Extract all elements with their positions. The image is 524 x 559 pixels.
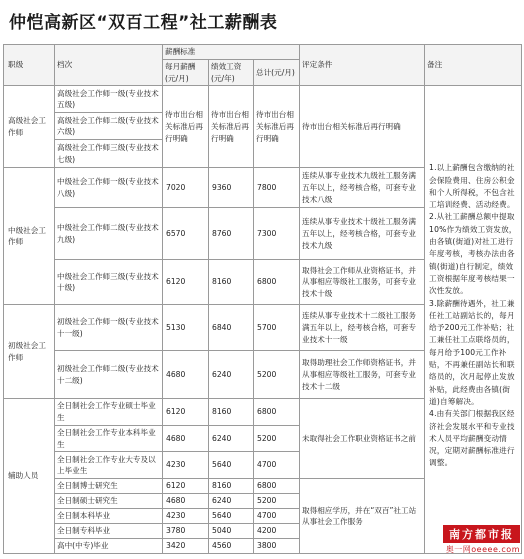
category-aux: 辅助人员 — [4, 399, 55, 554]
total-pending: 待市出台相关标准后再行明确 — [254, 86, 300, 168]
total-cell: 3800 — [254, 539, 300, 554]
page-title: 仲恺高新区“双百工程”社工薪酬表 — [9, 13, 278, 33]
category-middle: 中级社会工作师 — [4, 168, 55, 305]
grade-cell: 中级社会工作师三级(专业技术十级) — [55, 260, 163, 305]
performance-cell: 5640 — [209, 452, 254, 479]
grade-cell: 全日制硕士研究生 — [55, 494, 163, 509]
total-cell: 6800 — [254, 260, 300, 305]
monthly-cell: 7020 — [163, 168, 209, 208]
condition-cell: 取得助理社会工作师资格证书，并从事相应等级社工服务，可套专业技术十二级 — [300, 351, 425, 399]
total-cell: 6800 — [254, 479, 300, 494]
performance-cell: 5040 — [209, 524, 254, 539]
grade-cell: 全日制本科毕业 — [55, 509, 163, 524]
remark-1: 1.以上薪酬包含缴纳的社会保险费用、住房公积金和个人所得税，不包含社工培训经费、活动经费。 — [429, 163, 515, 210]
condition-pending: 待市出台相关标准后再行明确 — [300, 86, 425, 168]
header-grade: 档次 — [55, 45, 163, 86]
total-cell: 7300 — [254, 208, 300, 260]
condition-aux-2: 取得相应学历，并在“双百”社工站从事社会工作服务 — [300, 479, 425, 554]
performance-cell: 9360 — [209, 168, 254, 208]
condition-cell: 连续从事专业技术十二级社工服务满五年以上，经考核合格，可套专业技术十一级 — [300, 305, 425, 351]
condition-cell: 连续从事专业技术九级社工服务满五年以上，经考核合格，可套专业技术八级 — [300, 168, 425, 208]
category-senior: 高级社会工作师 — [4, 86, 55, 168]
performance-cell: 6240 — [209, 351, 254, 399]
grade-cell: 中级社会工作师二级(专业技术九级) — [55, 208, 163, 260]
remark-3: 3.除薪酬待遇外，社工兼任社工站副站长的，每月给予200元工作补贴；社工兼任社工点联络员的，每月给予100元工作补贴，不再兼任副站长和联络员的，次月起停止发放补贴，此经费由各镇(街道)自筹解决。 — [429, 298, 515, 406]
category-junior: 初级社会工作师 — [4, 305, 55, 399]
monthly-cell: 4680 — [163, 351, 209, 399]
performance-cell: 8760 — [209, 208, 254, 260]
monthly-cell: 6120 — [163, 479, 209, 494]
remark-2: 2.从社工薪酬总额中提取10%作为绩效工资发放，由各镇(街道)对社工进行年度考核，考核办法由各镇(街道)自行制定，绩效工资根据年度考核结果一次性发放。 — [429, 212, 517, 296]
grade-cell: 全日制社会工作专业本科毕业生 — [55, 425, 163, 452]
watermark — [443, 523, 520, 555]
monthly-cell: 4230 — [163, 452, 209, 479]
header-conditions: 评定条件 — [300, 45, 425, 86]
grade-cell: 全日制社会工作专业大专及以上毕业生 — [55, 452, 163, 479]
performance-cell: 6840 — [209, 305, 254, 351]
monthly-cell: 6120 — [163, 399, 209, 426]
total-cell: 5700 — [254, 305, 300, 351]
performance-cell: 8160 — [209, 479, 254, 494]
header-monthly: 每月薪酬(元/月) — [163, 59, 209, 86]
performance-cell: 5640 — [209, 509, 254, 524]
table-row — [4, 86, 522, 113]
header-total: 总计(元/月) — [254, 59, 300, 86]
grade-cell: 中级社会工作师一级(专业技术八级) — [55, 168, 163, 208]
grade-cell: 高中(中专)毕业 — [55, 539, 163, 554]
condition-cell: 连续从事专业技术十级社工服务满五年以上，经考核合格，可套专业技术九级 — [300, 208, 425, 260]
performance-cell: 4560 — [209, 539, 254, 554]
total-cell: 4200 — [254, 524, 300, 539]
performance-cell: 8160 — [209, 260, 254, 305]
monthly-cell: 3780 — [163, 524, 209, 539]
grade-cell: 全日制博士研究生 — [55, 479, 163, 494]
total-cell: 5200 — [254, 351, 300, 399]
total-cell: 5200 — [254, 425, 300, 452]
total-cell: 5200 — [254, 494, 300, 509]
newspaper-logo: 南方都市报 — [443, 525, 520, 543]
website-label: 奥一网oeeee.com — [445, 545, 520, 554]
performance-pending: 待市出台相关标准后再行明确 — [209, 86, 254, 168]
condition-aux-1: 未取得社会工作职业资格证书之前 — [300, 399, 425, 479]
remark-4: 4.由有关部门根据我区经济社会发展水平和专业技术人员平均薪酬变动情况，定期对薪酬标准进行调整。 — [429, 409, 515, 468]
monthly-cell: 3420 — [163, 539, 209, 554]
salary-table — [3, 44, 522, 554]
monthly-cell: 4230 — [163, 509, 209, 524]
performance-cell: 6240 — [209, 425, 254, 452]
monthly-cell: 4680 — [163, 494, 209, 509]
grade-cell: 全日制社会工作专业硕士毕业生 — [55, 399, 163, 426]
monthly-pending: 待市出台相关标准后再行明确 — [163, 86, 209, 168]
grade-cell: 高级社会工作师一级(专业技术五级) — [55, 86, 163, 113]
performance-cell: 8160 — [209, 399, 254, 426]
condition-cell: 取得社会工作师从业资格证书，并从事相应等级社工服务，可套专业技术十级 — [300, 260, 425, 305]
grade-cell: 初级社会工作师一级(专业技术十一级) — [55, 305, 163, 351]
grade-cell: 全日制专科毕业 — [55, 524, 163, 539]
total-cell: 7800 — [254, 168, 300, 208]
grade-cell: 高级社会工作师三级(专业技术七级) — [55, 140, 163, 168]
total-cell: 6800 — [254, 399, 300, 426]
remarks-cell — [425, 86, 522, 554]
monthly-cell: 6570 — [163, 208, 209, 260]
grade-cell: 高级社会工作师二级(专业技术六级) — [55, 113, 163, 140]
monthly-cell: 5130 — [163, 305, 209, 351]
monthly-cell: 6120 — [163, 260, 209, 305]
grade-cell: 初级社会工作师二级(专业技术十二级) — [55, 351, 163, 399]
header-remarks: 备注 — [425, 45, 522, 86]
total-cell: 4700 — [254, 509, 300, 524]
performance-cell: 6240 — [209, 494, 254, 509]
monthly-cell: 4680 — [163, 425, 209, 452]
header-salary-group: 薪酬标准 — [163, 45, 300, 60]
header-performance: 绩效工资(元/年) — [209, 59, 254, 86]
header-level: 职级 — [4, 45, 55, 86]
total-cell: 4700 — [254, 452, 300, 479]
